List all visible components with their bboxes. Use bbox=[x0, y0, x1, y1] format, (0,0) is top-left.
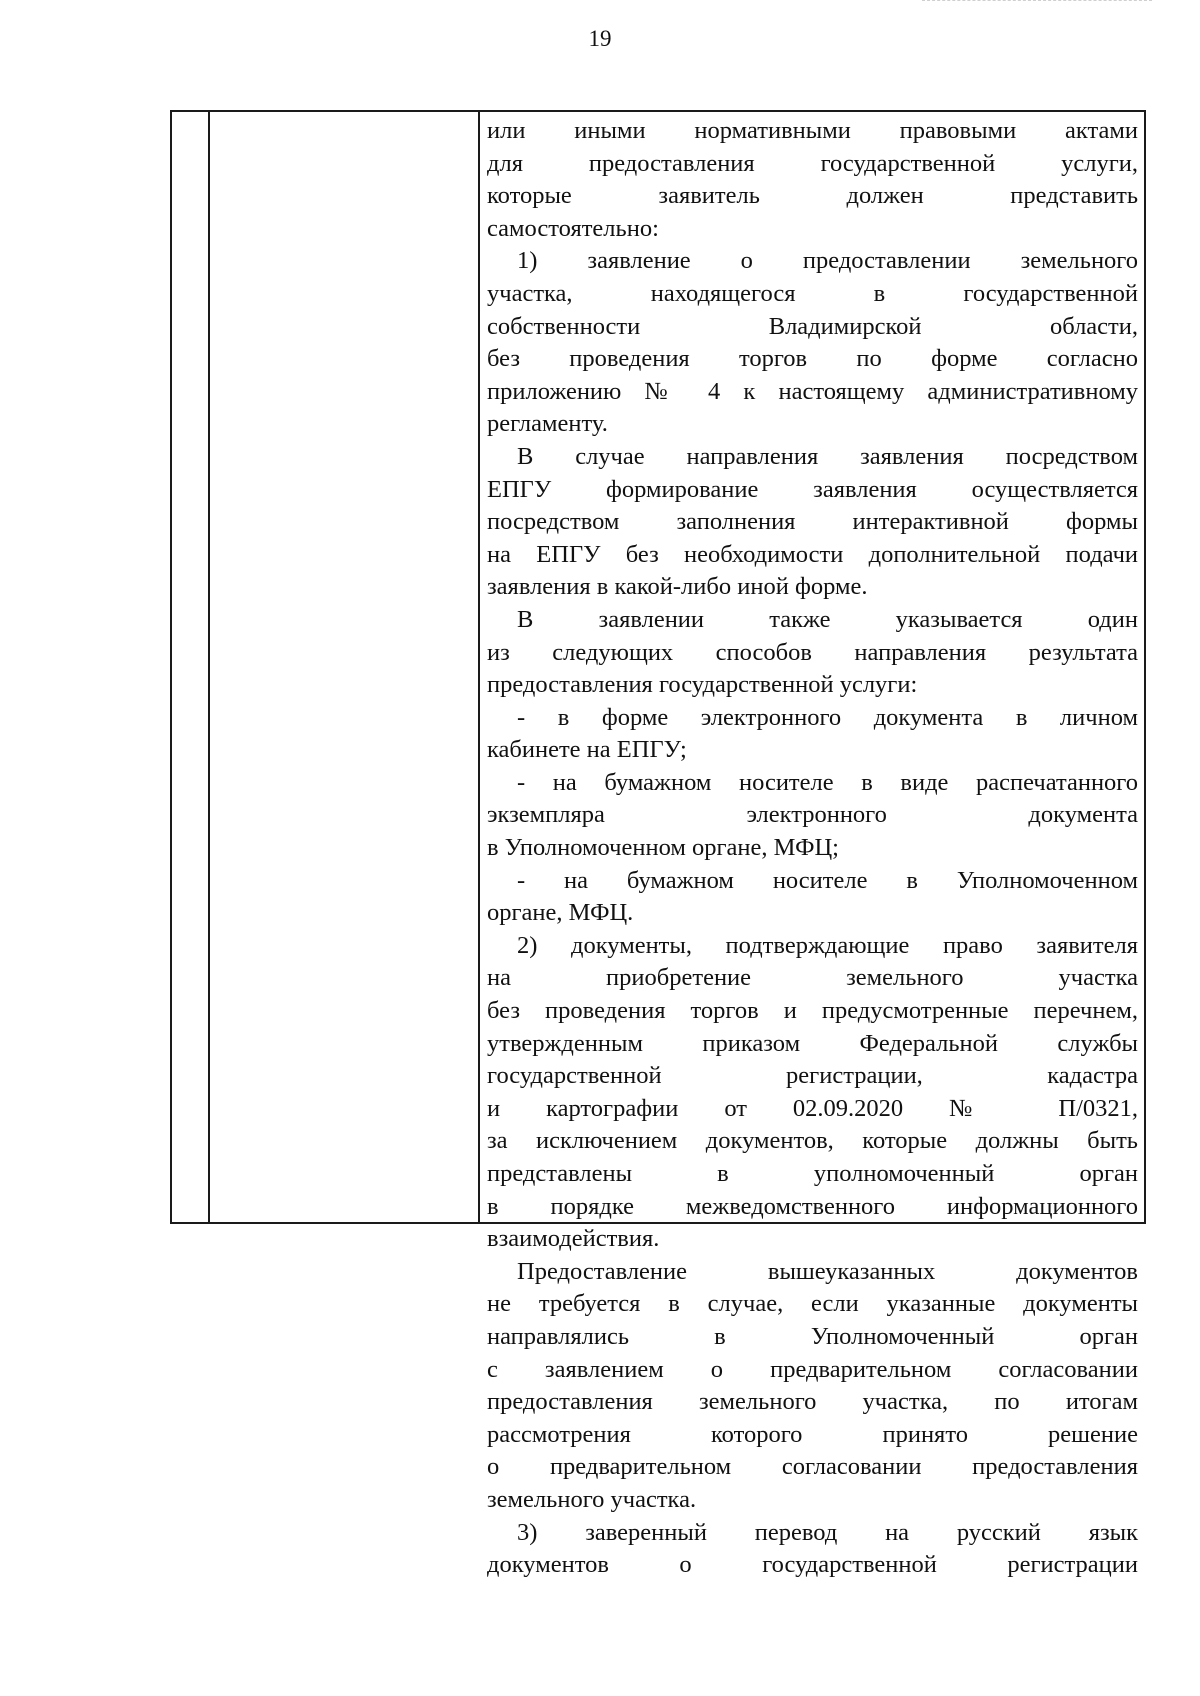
text-line: не требуется в случае, если указанные документы bbox=[487, 1290, 1138, 1318]
text-line: предоставления государственной услуги: bbox=[487, 671, 918, 699]
text-line: или иными нормативными правовыми актами bbox=[487, 117, 1138, 144]
text-line: органе, МФЦ. bbox=[487, 899, 634, 927]
text-line: которые заявитель должен представить bbox=[487, 182, 1138, 210]
text-line: - на бумажном носителе в виде распечатанного bbox=[517, 768, 1138, 796]
text-line: кабинете на ЕПГУ; bbox=[487, 736, 687, 764]
text-line: документов о государственной регистрации bbox=[487, 1551, 1138, 1579]
text-line: о предварительном согласовании предоставления bbox=[487, 1453, 1138, 1481]
text-line: регламенту. bbox=[487, 410, 608, 438]
text-line: без проведения торгов по форме согласно bbox=[487, 345, 1138, 373]
text-line: 3) заверенный перевод на русский язык bbox=[517, 1518, 1138, 1546]
text-line: В заявлении также указывается один bbox=[517, 605, 1138, 633]
text-line: на ЕПГУ без необходимости дополнительной подачи bbox=[487, 540, 1138, 568]
text-line: В случае направления заявления посредством bbox=[517, 442, 1138, 470]
text-line: 2) документы, подтверждающие право заявителя bbox=[517, 931, 1138, 959]
text-line: - в форме электронного документа в личном bbox=[517, 703, 1138, 731]
text-line: в Уполномоченном органе, МФЦ; bbox=[487, 834, 839, 862]
text-line: земельного участка. bbox=[487, 1485, 697, 1513]
text-line: государственной регистрации, кадастра bbox=[487, 1062, 1138, 1090]
text-line: с заявлением о предварительном согласовании bbox=[487, 1355, 1138, 1383]
text-line: за исключением документов, которые должны быть bbox=[487, 1127, 1138, 1155]
text-line: собственности Владимирской области, bbox=[487, 312, 1138, 340]
text-line: участка, находящегося в государственной bbox=[487, 279, 1138, 307]
text-line: экземпляра электронного документа bbox=[487, 801, 1138, 829]
text-line: на приобретение земельного участка bbox=[487, 964, 1138, 992]
text-line: из следующих способов направления результата bbox=[487, 638, 1138, 666]
text-line: заявления в какой-либо иной форме. bbox=[487, 573, 868, 601]
text-line: приложению № 4 к настоящему административному bbox=[487, 377, 1138, 405]
text-line: направлялись в Уполномоченный орган bbox=[487, 1322, 1138, 1350]
text-line: для предоставления государственной услуги, bbox=[487, 149, 1138, 177]
text-line: взаимодействия. bbox=[487, 1225, 660, 1253]
table-text-cell bbox=[487, 115, 1138, 1582]
text-line: 1) заявление о предоставлении земельного bbox=[517, 247, 1138, 275]
text-line: посредством заполнения интерактивной формы bbox=[487, 508, 1138, 536]
scan-artifact bbox=[922, 0, 1152, 11]
text-line: утвержденным приказом Федеральной службы bbox=[487, 1029, 1138, 1057]
column-divider-1 bbox=[208, 110, 210, 1224]
text-line: и картографии от 02.09.2020 № П/0321, bbox=[487, 1094, 1138, 1122]
text-line: ЕПГУ формирование заявления осуществляется bbox=[487, 475, 1138, 503]
text-line: самостоятельно: bbox=[487, 214, 659, 242]
text-line: предоставления земельного участка, по итогам bbox=[487, 1388, 1138, 1416]
text-line: - на бумажном носителе в Уполномоченном bbox=[517, 866, 1138, 894]
text-line: в порядке межведомственного информационного bbox=[487, 1192, 1138, 1220]
column-divider-2 bbox=[478, 110, 480, 1224]
text-line: без проведения торгов и предусмотренные перечнем, bbox=[487, 997, 1138, 1025]
text-line: рассмотрения которого принято решение bbox=[487, 1420, 1138, 1448]
text-line: представлены в уполномоченный орган bbox=[487, 1160, 1138, 1187]
page-number: 19 bbox=[588, 26, 612, 51]
text-line: Предоставление вышеуказанных документов bbox=[517, 1257, 1138, 1285]
